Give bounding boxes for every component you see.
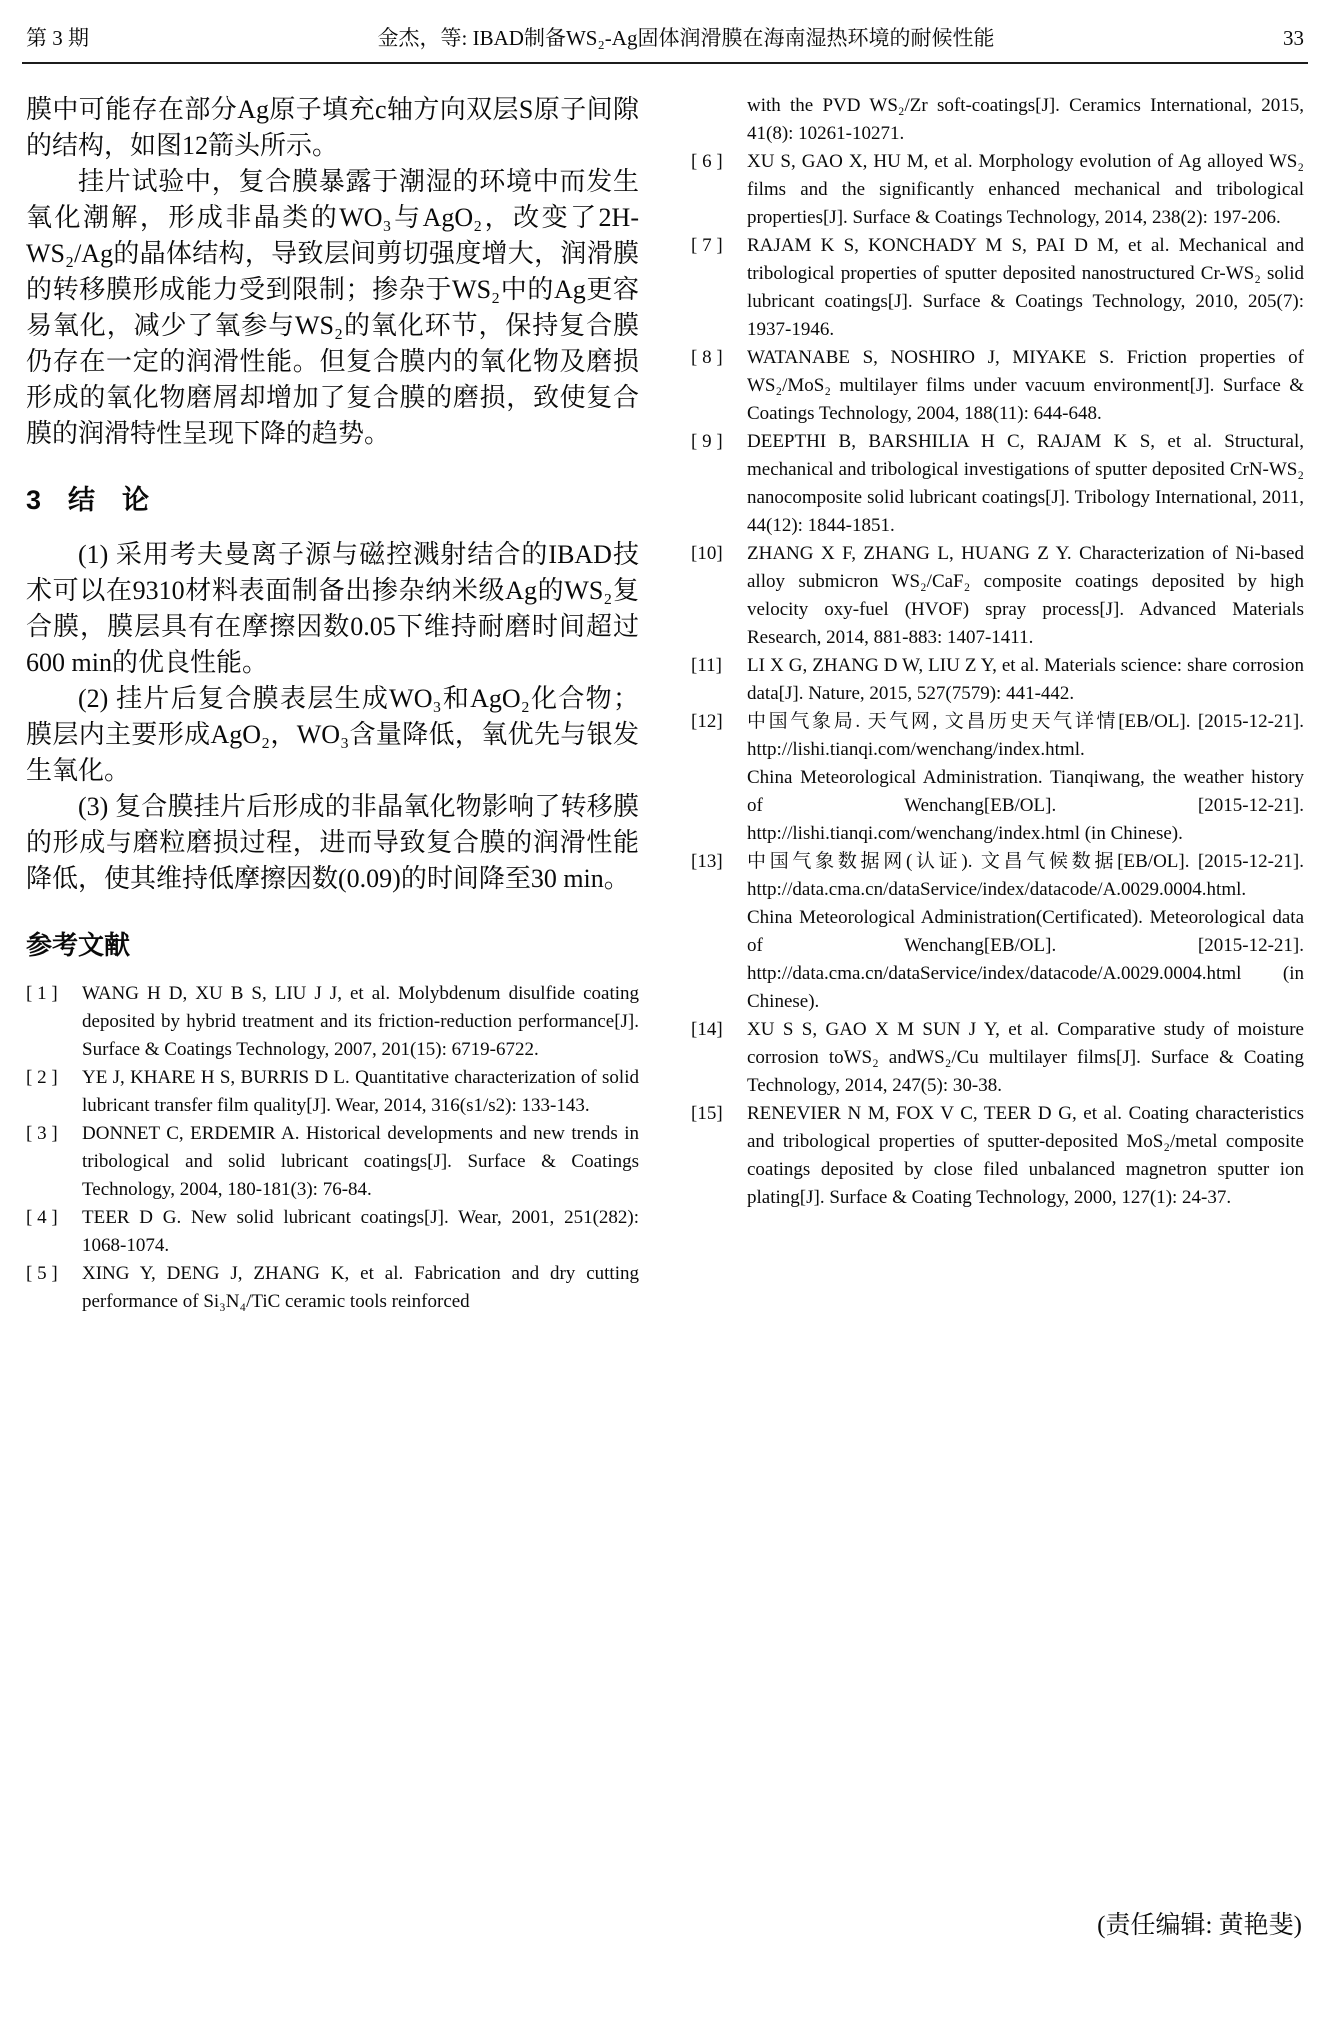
reference-item bbox=[691, 344, 1304, 428]
page-header bbox=[22, 0, 1308, 64]
reference-label: [15] bbox=[691, 1103, 723, 1124]
reference-text: ZHANG X F, ZHANG L, HUANG Z Y. Characterization of Ni-based alloy submicron WS₂/CaF₂ composite coatings deposited by high velocity oxy-fuel (HVOF) spray process[J]. Advanced Materials Research, 2014, 881-883: 1407-1411. bbox=[747, 543, 1304, 648]
body-paragraph: 膜中可能存在部分Ag原子填充c轴方向双层S原子间隙的结构，如图12箭头所示。 bbox=[26, 95, 639, 160]
reference-text: RENEVIER N M, FOX V C, TEER D G, et al. Coating characteristics and tribological properties of sputter-deposited MoS₂/metal composite coatings deposited by close filed unbalanced magnetron sputter ion plating[J]. Surface & Coating Technology, 2000, 127(1): 24-37. bbox=[747, 1103, 1304, 1208]
section-heading-conclusion: 3 结 论 bbox=[26, 485, 150, 515]
editor-note: (责任编辑: 黄艳斐) bbox=[1097, 1912, 1302, 1939]
reference-label: [ 8 ] bbox=[691, 347, 723, 368]
reference-text bbox=[747, 848, 1304, 1016]
reference-label: [ 5 ] bbox=[26, 1263, 58, 1284]
reference-item bbox=[691, 848, 1304, 1016]
reference-text-cn: 中国气象数据网(认证). 文昌气候数据[EB/OL]. [2015-12-21]. http://data.cma.cn/dataService/index/datacode/A.0029.0004.html. bbox=[747, 851, 1304, 900]
reference-item bbox=[26, 1064, 639, 1120]
left-column bbox=[26, 92, 639, 1316]
running-title: 金杰，等: IBAD制备WS₂-Ag固体润滑膜在海南湿热环境的耐候性能 bbox=[377, 26, 995, 50]
reference-text: YE J, KHARE H S, BURRIS D L. Quantitative characterization of solid lubricant transfer film quality[J]. Wear, 2014, 316(s1/s2): 133-143. bbox=[82, 1067, 639, 1116]
reference-continuation: with the PVD WS₂/Zr soft-coatings[J]. Ceramics International, 2015, 41(8): 10261-10271. bbox=[747, 95, 1304, 144]
reference-item bbox=[691, 1016, 1304, 1100]
reference-label: [ 1 ] bbox=[26, 983, 58, 1004]
two-column-body bbox=[0, 64, 1330, 1316]
reference-label: [ 6 ] bbox=[691, 151, 723, 172]
reference-label: [12] bbox=[691, 711, 723, 732]
reference-item bbox=[26, 1260, 639, 1316]
reference-item bbox=[691, 540, 1304, 652]
reference-label: [ 9 ] bbox=[691, 431, 723, 452]
reference-text-en: China Meteorological Administration(Certificated). Meteorological data of Wenchang[EB/OL]. [2015-12-21]. http://data.cma.cn/dataService/index/datacode/A.0029.0004.html (in Chinese). bbox=[747, 907, 1304, 1012]
conclusion-paragraph: (3) 复合膜挂片后形成的非晶氧化物影响了转移膜的形成与磨粒磨损过程，进而导致复合膜的润滑性能降低，使其维持低摩擦因数(0.09)的时间降至30 min。 bbox=[26, 792, 639, 893]
reference-text: WATANABE S, NOSHIRO J, MIYAKE S. Friction properties of WS₂/MoS₂ multilayer films under vacuum environment[J]. Surface & Coatings Technology, 2004, 188(11): 644-648. bbox=[747, 347, 1304, 424]
reference-label: [ 7 ] bbox=[691, 235, 723, 256]
reference-label: [10] bbox=[691, 543, 723, 564]
reference-text: XU S S, GAO X M SUN J Y, et al. Comparative study of moisture corrosion toWS₂ andWS₂/Cu multilayer films[J]. Surface & Coating Technology, 2014, 247(5): 30-38. bbox=[747, 1019, 1304, 1096]
reference-label: [13] bbox=[691, 851, 723, 872]
reference-text: XU S, GAO X, HU M, et al. Morphology evolution of Ag alloyed WS₂ films and the significantly enhanced mechanical and tribological properties[J]. Surface & Coatings Technology, 2014, 238(2): 197-206. bbox=[747, 151, 1304, 228]
reference-item bbox=[691, 652, 1304, 708]
reference-text: WANG H D, XU B S, LIU J J, et al. Molybdenum disulfide coating deposited by hybrid treatment and its friction-reduction performance[J]. Surface & Coatings Technology, 2007, 201(15): 6719-6722. bbox=[82, 983, 639, 1060]
references-heading: 参考文献 bbox=[26, 930, 131, 960]
reference-item bbox=[691, 148, 1304, 232]
reference-item bbox=[26, 980, 639, 1064]
reference-label: [11] bbox=[691, 655, 722, 676]
reference-text: RAJAM K S, KONCHADY M S, PAI D M, et al. Mechanical and tribological properties of sputter deposited nanostructured Cr-WS₂ solid lubricant coatings[J]. Surface & Coatings Technology, 2010, 205(7): 1937-1946. bbox=[747, 235, 1304, 340]
reference-text: DONNET C, ERDEMIR A. Historical developments and new trends in tribological and solid lubricant coatings[J]. Surface & Coatings Technology, 2004, 180-181(3): 76-84. bbox=[82, 1123, 639, 1200]
reference-text-en: China Meteorological Administration. Tianqiwang, the weather history of Wenchang[EB/OL]. [2015-12-21]. http://lishi.tianqi.com/wenchang/index.html (in Chinese). bbox=[747, 767, 1304, 844]
conclusion-paragraph: (2) 挂片后复合膜表层生成WO₃和AgO₂化合物；膜层内主要形成AgO₂，WO₃含量降低，氧优先与银发生氧化。 bbox=[26, 684, 639, 785]
reference-item bbox=[691, 232, 1304, 344]
reference-label: [ 2 ] bbox=[26, 1067, 58, 1088]
page-number: 33 bbox=[1283, 26, 1304, 50]
reference-item bbox=[26, 1204, 639, 1260]
reference-label: [14] bbox=[691, 1019, 723, 1040]
reference-text: TEER D G. New solid lubricant coatings[J]. Wear, 2001, 251(282): 1068-1074. bbox=[82, 1207, 639, 1256]
reference-text bbox=[747, 708, 1304, 848]
reference-label: [ 4 ] bbox=[26, 1207, 58, 1228]
reference-text: DEEPTHI B, BARSHILIA H C, RAJAM K S, et al. Structural, mechanical and tribological investigations of sputter deposited CrN-WS₂ nanocomposite solid lubricant coatings[J]. Tribology International, 2011, 44(12): 1844-1851. bbox=[747, 431, 1304, 536]
reference-item bbox=[26, 1120, 639, 1204]
reference-label: [ 3 ] bbox=[26, 1123, 58, 1144]
reference-text: XING Y, DENG J, ZHANG K, et al. Fabrication and dry cutting performance of Si₃N₄/TiC ceramic tools reinforced bbox=[82, 1263, 639, 1312]
reference-text: LI X G, ZHANG D W, LIU Z Y, et al. Materials science: share corrosion data[J]. Nature, 2015, 527(7579): 441-442. bbox=[747, 655, 1304, 704]
body-paragraph: 挂片试验中，复合膜暴露于潮湿的环境中而发生氧化潮解，形成非晶类的WO₃与AgO₂，改变了2H-WS₂/Ag的晶体结构，导致层间剪切强度增大，润滑膜的转移膜形成能力受到限制；掺杂于WS₂中的Ag更容易氧化，减少了氧参与WS₂的氧化环节，保持复合膜仍存在一定的润滑性能。但复合膜内的氧化物及磨损形成的氧化物磨屑却增加了复合膜的磨损，致使复合膜的润滑特性呈现下降的趋势。 bbox=[26, 167, 639, 448]
reference-item bbox=[691, 1100, 1304, 1212]
reference-item bbox=[691, 708, 1304, 848]
right-column bbox=[691, 92, 1304, 1316]
journal-issue: 第 3 期 bbox=[26, 26, 89, 50]
conclusion-paragraph: (1) 采用考夫曼离子源与磁控溅射结合的IBAD技术可以在9310材料表面制备出掺杂纳米级Ag的WS₂复合膜，膜层具有在摩擦因数0.05下维持耐磨时间超过600 min的优良性能。 bbox=[26, 540, 639, 677]
reference-text-cn: 中国气象局. 天气网, 文昌历史天气详情[EB/OL]. [2015-12-21]. http://lishi.tianqi.com/wenchang/index.html. bbox=[747, 711, 1304, 760]
reference-item bbox=[691, 428, 1304, 540]
